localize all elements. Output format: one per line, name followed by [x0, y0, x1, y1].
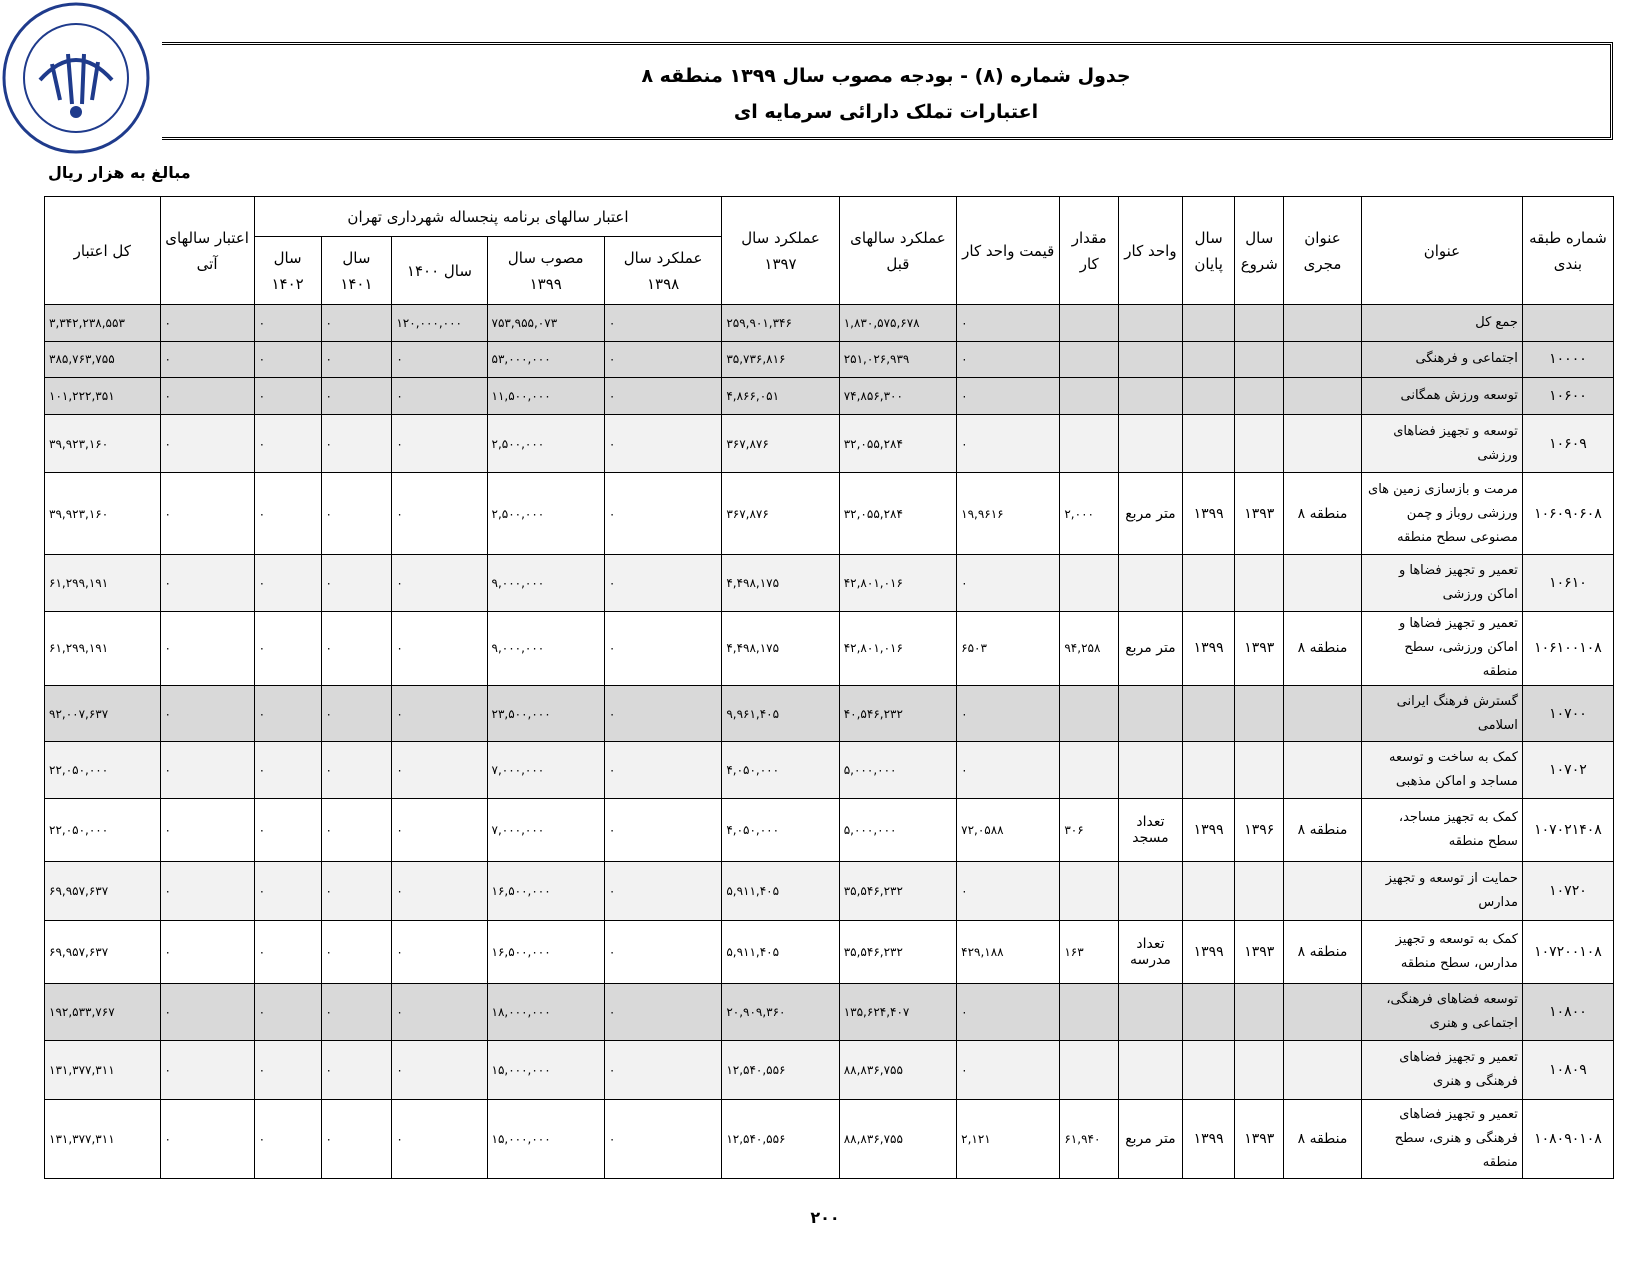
- cell-total: ۲۲,۰۵۰,۰۰۰: [45, 799, 161, 862]
- cell-title: جمع کل: [1361, 305, 1522, 342]
- cell-executor: [1284, 742, 1362, 799]
- header-future: اعتبار سالهای آتی: [160, 197, 254, 305]
- cell-y1398: ۰: [604, 414, 721, 473]
- cell-code: ۱۰۷۰۲۱۴۰۸: [1522, 799, 1613, 862]
- cell-y1399: ۷۵۳,۹۵۵,۰۷۳: [487, 305, 604, 342]
- cell-executor: [1284, 1040, 1362, 1099]
- cell-y1402: ۰: [254, 554, 321, 611]
- cell-qty: ۶۱,۹۴۰: [1060, 1099, 1119, 1178]
- header-1400: سال ۱۴۰۰: [392, 237, 487, 305]
- cell-y1399: ۵۳,۰۰۰,۰۰۰: [487, 341, 604, 378]
- cell-y1402: ۰: [254, 742, 321, 799]
- cell-unit: [1119, 341, 1183, 378]
- cell-y1399: ۷,۰۰۰,۰۰۰: [487, 799, 604, 862]
- cell-total: ۳۹,۹۲۳,۱۶۰: [45, 414, 161, 473]
- cell-y1399: ۱۸,۰۰۰,۰۰۰: [487, 984, 604, 1041]
- cell-title: توسعه ورزش همگانی: [1361, 378, 1522, 415]
- table-title: جدول شماره (۸) - بودجه مصوب سال ۱۳۹۹ منطقه ۸: [641, 65, 1131, 87]
- cell-end: [1182, 341, 1235, 378]
- cell-executor: [1284, 305, 1362, 342]
- cell-future: ۰: [160, 921, 254, 984]
- cell-code: ۱۰۸۰۹۰۱۰۸: [1522, 1099, 1613, 1178]
- cell-y1399: ۲۳,۵۰۰,۰۰۰: [487, 685, 604, 742]
- cell-end: [1182, 305, 1235, 342]
- cell-y1399: ۹,۰۰۰,۰۰۰: [487, 611, 604, 685]
- cell-future: ۰: [160, 799, 254, 862]
- cell-y1399: ۲,۵۰۰,۰۰۰: [487, 414, 604, 473]
- cell-prev: ۳۵,۵۴۶,۲۳۲: [839, 862, 956, 921]
- title-box: [162, 42, 1613, 140]
- cell-title: تعمیر و تجهیز فضاهای فرهنگی و هنری، سطح منطقه: [1361, 1099, 1522, 1178]
- cell-prev: ۴۲,۸۰۱,۰۱۶: [839, 554, 956, 611]
- cell-code: ۱۰۷۲۰: [1522, 862, 1613, 921]
- cell-start: ۱۳۹۳: [1235, 473, 1284, 554]
- cell-y1399: ۲,۵۰۰,۰۰۰: [487, 473, 604, 554]
- cell-executor: [1284, 378, 1362, 415]
- cell-y1398: ۰: [604, 611, 721, 685]
- cell-prev: ۳۵,۵۴۶,۲۳۲: [839, 921, 956, 984]
- cell-start: ۱۳۹۳: [1235, 1099, 1284, 1178]
- cell-start: [1235, 341, 1284, 378]
- cell-code: ۱۰۷۲۰۰۱۰۸: [1522, 921, 1613, 984]
- cell-y1399: ۱۱,۵۰۰,۰۰۰: [487, 378, 604, 415]
- cell-y1398: ۰: [604, 685, 721, 742]
- cell-y1401: ۰: [321, 685, 392, 742]
- cell-title: کمک به ساخت و توسعه مساجد و اماکن مذهبی: [1361, 742, 1522, 799]
- cell-executor: [1284, 414, 1362, 473]
- cell-future: ۰: [160, 685, 254, 742]
- header-start-year: سال شروع: [1235, 197, 1284, 305]
- cell-title: توسعه و تجهیز فضاهای ورزشی: [1361, 414, 1522, 473]
- cell-total: ۶۱,۲۹۹,۱۹۱: [45, 554, 161, 611]
- cell-total: ۳,۳۴۲,۲۳۸,۵۵۳: [45, 305, 161, 342]
- header-title: عنوان: [1361, 197, 1522, 305]
- cell-y1397: ۱۲,۵۴۰,۵۵۶: [722, 1040, 839, 1099]
- cell-y1398: ۰: [604, 378, 721, 415]
- cell-y1402: ۰: [254, 685, 321, 742]
- cell-y1398: ۰: [604, 862, 721, 921]
- cell-executor: [1284, 862, 1362, 921]
- cell-y1400: ۰: [392, 611, 487, 685]
- cell-start: [1235, 378, 1284, 415]
- cell-title: کمک به توسعه و تجهیز مدارس، سطح منطقه: [1361, 921, 1522, 984]
- cell-prev: ۸۸,۸۳۶,۷۵۵: [839, 1099, 956, 1178]
- cell-y1400: ۰: [392, 1099, 487, 1178]
- cell-start: [1235, 984, 1284, 1041]
- cell-y1397: ۴,۰۵۰,۰۰۰: [722, 742, 839, 799]
- cell-unit: متر مربع: [1119, 1099, 1183, 1178]
- cell-end: [1182, 742, 1235, 799]
- cell-total: ۶۱,۲۹۹,۱۹۱: [45, 611, 161, 685]
- cell-unit: متر مربع: [1119, 473, 1183, 554]
- cell-y1400: ۰: [392, 799, 487, 862]
- cell-y1400: ۰: [392, 473, 487, 554]
- header-1402: سال ۱۴۰۲: [254, 237, 321, 305]
- cell-unit: [1119, 378, 1183, 415]
- cell-y1400: ۰: [392, 554, 487, 611]
- cell-qty: [1060, 554, 1119, 611]
- cell-y1401: ۰: [321, 473, 392, 554]
- cell-y1402: ۰: [254, 862, 321, 921]
- cell-y1397: ۴,۸۶۶,۰۵۱: [722, 378, 839, 415]
- cell-y1400: ۰: [392, 685, 487, 742]
- cell-unit: [1119, 984, 1183, 1041]
- cell-end: ۱۳۹۹: [1182, 799, 1235, 862]
- cell-y1402: ۰: [254, 1040, 321, 1099]
- cell-end: ۱۳۹۹: [1182, 1099, 1235, 1178]
- cell-y1402: ۰: [254, 378, 321, 415]
- cell-y1401: ۰: [321, 305, 392, 342]
- cell-future: ۰: [160, 554, 254, 611]
- cell-total: ۲۲,۰۵۰,۰۰۰: [45, 742, 161, 799]
- cell-y1397: ۳۵,۷۳۶,۸۱۶: [722, 341, 839, 378]
- cell-end: [1182, 862, 1235, 921]
- cell-y1397: ۴,۴۹۸,۱۷۵: [722, 611, 839, 685]
- cell-code: ۱۰۶۱۰: [1522, 554, 1613, 611]
- cell-executor: منطقه ۸: [1284, 1099, 1362, 1178]
- cell-qty: [1060, 1040, 1119, 1099]
- header-1398: عملکرد سال ۱۳۹۸: [604, 237, 721, 305]
- cell-y1399: ۹,۰۰۰,۰۰۰: [487, 554, 604, 611]
- cell-qty: [1060, 862, 1119, 921]
- cell-title: اجتماعی و فرهنگی: [1361, 341, 1522, 378]
- table-row: [45, 921, 1614, 984]
- cell-qty: ۲,۰۰۰: [1060, 473, 1119, 554]
- cell-y1401: ۰: [321, 921, 392, 984]
- cell-price: ۰: [957, 1040, 1060, 1099]
- table-row: [45, 473, 1614, 554]
- cell-y1400: ۰: [392, 1040, 487, 1099]
- cell-price: ۰: [957, 414, 1060, 473]
- cell-y1401: ۰: [321, 414, 392, 473]
- cell-price: ۰: [957, 305, 1060, 342]
- cell-title: گسترش فرهنگ ایرانی اسلامی: [1361, 685, 1522, 742]
- cell-y1401: ۰: [321, 984, 392, 1041]
- council-seal: [0, 0, 152, 156]
- cell-title: تعمیر و تجهیز فضاها و اماکن ورزشی، سطح منطقه: [1361, 611, 1522, 685]
- header-1399: مصوب سال ۱۳۹۹: [487, 237, 604, 305]
- cell-end: [1182, 984, 1235, 1041]
- cell-prev: ۱,۸۳۰,۵۷۵,۶۷۸: [839, 305, 956, 342]
- header-1401: سال ۱۴۰۱: [321, 237, 392, 305]
- cell-price: ۰: [957, 984, 1060, 1041]
- unit-note: مبالغ به هزار ریال: [48, 163, 191, 182]
- cell-prev: ۱۳۵,۶۲۴,۴۰۷: [839, 984, 956, 1041]
- cell-price: ۷۲,۰۵۸۸: [957, 799, 1060, 862]
- header-1397: عملکرد سال ۱۳۹۷: [722, 197, 839, 305]
- table-subtitle: اعتبارات تملک دارائی سرمایه ای: [733, 101, 1039, 123]
- cell-y1398: ۰: [604, 473, 721, 554]
- cell-price: ۰: [957, 554, 1060, 611]
- cell-y1401: ۰: [321, 611, 392, 685]
- cell-unit: [1119, 685, 1183, 742]
- cell-title: تعمیر و تجهیز فضاهای فرهنگی و هنری: [1361, 1040, 1522, 1099]
- cell-price: ۲,۱۲۱: [957, 1099, 1060, 1178]
- cell-executor: [1284, 341, 1362, 378]
- cell-prev: ۸۸,۸۳۶,۷۵۵: [839, 1040, 956, 1099]
- cell-future: ۰: [160, 1040, 254, 1099]
- cell-price: ۱۹,۹۶۱۶: [957, 473, 1060, 554]
- cell-start: [1235, 862, 1284, 921]
- cell-qty: [1060, 378, 1119, 415]
- cell-executor: منطقه ۸: [1284, 611, 1362, 685]
- cell-code: ۱۰۶۰۹: [1522, 414, 1613, 473]
- cell-price: ۰: [957, 862, 1060, 921]
- cell-y1400: ۱۲۰,۰۰۰,۰۰۰: [392, 305, 487, 342]
- cell-price: ۴۲۹,۱۸۸: [957, 921, 1060, 984]
- cell-code: ۱۰۰۰۰: [1522, 341, 1613, 378]
- cell-y1399: ۱۶,۵۰۰,۰۰۰: [487, 921, 604, 984]
- cell-y1400: ۰: [392, 414, 487, 473]
- cell-y1399: ۱۶,۵۰۰,۰۰۰: [487, 862, 604, 921]
- table-row: [45, 1099, 1614, 1178]
- cell-title: تعمیر و تجهیز فضاها و اماکن ورزشی: [1361, 554, 1522, 611]
- cell-price: ۰: [957, 685, 1060, 742]
- cell-y1402: ۰: [254, 473, 321, 554]
- cell-end: [1182, 554, 1235, 611]
- table-row: [45, 554, 1614, 611]
- header-executor: عنوان مجری: [1284, 197, 1362, 305]
- cell-title: کمک به تجهیز مساجد، سطح منطقه: [1361, 799, 1522, 862]
- table-row: [45, 341, 1614, 378]
- header-program: اعتبار سالهای برنامه پنجساله شهرداری تهران: [254, 197, 722, 237]
- cell-prev: ۴۲,۸۰۱,۰۱۶: [839, 611, 956, 685]
- cell-y1397: ۴,۰۵۰,۰۰۰: [722, 799, 839, 862]
- cell-unit: تعداد مسجد: [1119, 799, 1183, 862]
- cell-end: [1182, 414, 1235, 473]
- cell-code: ۱۰۶۱۰۰۱۰۸: [1522, 611, 1613, 685]
- cell-y1397: ۹,۹۶۱,۴۰۵: [722, 685, 839, 742]
- cell-total: ۱۳۱,۳۷۷,۳۱۱: [45, 1040, 161, 1099]
- cell-price: ۰: [957, 742, 1060, 799]
- cell-y1402: ۰: [254, 341, 321, 378]
- header-end-year: سال پایان: [1182, 197, 1235, 305]
- cell-y1398: ۰: [604, 984, 721, 1041]
- header-code: شماره طبقه بندی: [1522, 197, 1613, 305]
- cell-y1401: ۰: [321, 1099, 392, 1178]
- cell-executor: [1284, 984, 1362, 1041]
- cell-end: ۱۳۹۹: [1182, 473, 1235, 554]
- cell-prev: ۴۰,۵۴۶,۲۳۲: [839, 685, 956, 742]
- cell-prev: ۲۵۱,۰۲۶,۹۳۹: [839, 341, 956, 378]
- cell-executor: [1284, 685, 1362, 742]
- cell-total: ۱۳۱,۳۷۷,۳۱۱: [45, 1099, 161, 1178]
- cell-executor: منطقه ۸: [1284, 473, 1362, 554]
- cell-qty: [1060, 742, 1119, 799]
- table-row: [45, 378, 1614, 415]
- cell-y1397: ۵,۹۱۱,۴۰۵: [722, 921, 839, 984]
- cell-total: ۶۹,۹۵۷,۶۳۷: [45, 862, 161, 921]
- cell-start: [1235, 1040, 1284, 1099]
- cell-title: توسعه فضاهای فرهنگی، اجتماعی و هنری: [1361, 984, 1522, 1041]
- cell-start: ۱۳۹۳: [1235, 611, 1284, 685]
- cell-unit: تعداد مدرسه: [1119, 921, 1183, 984]
- cell-unit: [1119, 554, 1183, 611]
- cell-end: [1182, 685, 1235, 742]
- table-row: [45, 799, 1614, 862]
- cell-y1401: ۰: [321, 1040, 392, 1099]
- cell-future: ۰: [160, 473, 254, 554]
- cell-y1402: ۰: [254, 921, 321, 984]
- cell-unit: [1119, 862, 1183, 921]
- cell-y1402: ۰: [254, 305, 321, 342]
- cell-y1400: ۰: [392, 341, 487, 378]
- cell-y1401: ۰: [321, 862, 392, 921]
- cell-y1398: ۰: [604, 554, 721, 611]
- cell-y1397: ۱۲,۵۴۰,۵۵۶: [722, 1099, 839, 1178]
- cell-y1402: ۰: [254, 799, 321, 862]
- cell-y1397: ۲۰,۹۰۹,۳۶۰: [722, 984, 839, 1041]
- cell-y1402: ۰: [254, 414, 321, 473]
- cell-prev: ۵,۰۰۰,۰۰۰: [839, 742, 956, 799]
- cell-qty: [1060, 984, 1119, 1041]
- cell-qty: [1060, 305, 1119, 342]
- cell-prev: ۷۴,۸۵۶,۳۰۰: [839, 378, 956, 415]
- cell-title: مرمت و بازسازی زمین های ورزشی روباز و چمن مصنوعی سطح منطقه: [1361, 473, 1522, 554]
- cell-y1402: ۰: [254, 984, 321, 1041]
- header-unit-price: قیمت واحد کار: [957, 197, 1060, 305]
- cell-y1400: ۰: [392, 984, 487, 1041]
- cell-executor: منطقه ۸: [1284, 921, 1362, 984]
- cell-title: حمایت از توسعه و تجهیز مدارس: [1361, 862, 1522, 921]
- cell-qty: ۱۶۳: [1060, 921, 1119, 984]
- table-row: [45, 305, 1614, 342]
- cell-code: ۱۰۶۰۹۰۶۰۸: [1522, 473, 1613, 554]
- cell-price: ۶۵۰۳: [957, 611, 1060, 685]
- cell-total: ۶۹,۹۵۷,۶۳۷: [45, 921, 161, 984]
- cell-start: [1235, 414, 1284, 473]
- cell-y1398: ۰: [604, 799, 721, 862]
- cell-unit: [1119, 742, 1183, 799]
- cell-prev: ۳۲,۰۵۵,۲۸۴: [839, 473, 956, 554]
- cell-y1402: ۰: [254, 1099, 321, 1178]
- cell-y1400: ۰: [392, 378, 487, 415]
- cell-y1397: ۲۵۹,۹۰۱,۳۴۶: [722, 305, 839, 342]
- table-row: [45, 611, 1614, 685]
- cell-total: ۱۹۲,۵۳۳,۷۶۷: [45, 984, 161, 1041]
- cell-end: [1182, 1040, 1235, 1099]
- cell-y1401: ۰: [321, 799, 392, 862]
- cell-prev: ۵,۰۰۰,۰۰۰: [839, 799, 956, 862]
- cell-future: ۰: [160, 611, 254, 685]
- cell-y1400: ۰: [392, 742, 487, 799]
- table-row: [45, 414, 1614, 473]
- cell-start: [1235, 685, 1284, 742]
- cell-unit: [1119, 1040, 1183, 1099]
- page-number: ۲۰۰: [810, 1208, 840, 1227]
- cell-y1399: ۱۵,۰۰۰,۰۰۰: [487, 1099, 604, 1178]
- cell-start: [1235, 554, 1284, 611]
- cell-future: ۰: [160, 862, 254, 921]
- cell-total: ۹۲,۰۰۷,۶۳۷: [45, 685, 161, 742]
- cell-total: ۳۹,۹۲۳,۱۶۰: [45, 473, 161, 554]
- cell-y1397: ۳۶۷,۸۷۶: [722, 414, 839, 473]
- cell-y1399: ۷,۰۰۰,۰۰۰: [487, 742, 604, 799]
- cell-start: [1235, 742, 1284, 799]
- cell-executor: منطقه ۸: [1284, 799, 1362, 862]
- cell-y1401: ۰: [321, 378, 392, 415]
- cell-future: ۰: [160, 742, 254, 799]
- cell-y1398: ۰: [604, 742, 721, 799]
- table-row: [45, 742, 1614, 799]
- budget-table: [44, 196, 1614, 1179]
- table-row: [45, 862, 1614, 921]
- cell-qty: ۹۴,۲۵۸: [1060, 611, 1119, 685]
- cell-qty: [1060, 685, 1119, 742]
- cell-y1400: ۰: [392, 921, 487, 984]
- table-row: [45, 984, 1614, 1041]
- header-total: کل اعتبار: [45, 197, 161, 305]
- cell-start: ۱۳۹۳: [1235, 921, 1284, 984]
- cell-qty: [1060, 414, 1119, 473]
- cell-end: ۱۳۹۹: [1182, 921, 1235, 984]
- cell-code: ۱۰۶۰۰: [1522, 378, 1613, 415]
- cell-y1401: ۰: [321, 742, 392, 799]
- cell-start: [1235, 305, 1284, 342]
- cell-unit: [1119, 414, 1183, 473]
- cell-y1398: ۰: [604, 305, 721, 342]
- cell-future: ۰: [160, 414, 254, 473]
- cell-y1398: ۰: [604, 1099, 721, 1178]
- header-work-unit: واحد کار: [1119, 197, 1183, 305]
- cell-prev: ۳۲,۰۵۵,۲۸۴: [839, 414, 956, 473]
- cell-y1401: ۰: [321, 554, 392, 611]
- cell-future: ۰: [160, 378, 254, 415]
- cell-price: ۰: [957, 341, 1060, 378]
- cell-code: ۱۰۸۰۹: [1522, 1040, 1613, 1099]
- cell-total: ۳۸۵,۷۶۳,۷۵۵: [45, 341, 161, 378]
- cell-unit: متر مربع: [1119, 611, 1183, 685]
- cell-start: ۱۳۹۶: [1235, 799, 1284, 862]
- cell-unit: [1119, 305, 1183, 342]
- cell-qty: [1060, 341, 1119, 378]
- cell-future: ۰: [160, 984, 254, 1041]
- cell-code: ۱۰۸۰۰: [1522, 984, 1613, 1041]
- cell-future: ۰: [160, 341, 254, 378]
- cell-total: ۱۰۱,۲۲۲,۳۵۱: [45, 378, 161, 415]
- table-body: [45, 305, 1614, 1179]
- cell-future: ۰: [160, 305, 254, 342]
- cell-y1397: ۵,۹۱۱,۴۰۵: [722, 862, 839, 921]
- table-row: [45, 685, 1614, 742]
- cell-y1398: ۰: [604, 1040, 721, 1099]
- cell-executor: [1284, 554, 1362, 611]
- cell-code: ۱۰۷۰۰: [1522, 685, 1613, 742]
- cell-y1400: ۰: [392, 862, 487, 921]
- cell-price: ۰: [957, 378, 1060, 415]
- cell-qty: ۳۰۶: [1060, 799, 1119, 862]
- cell-y1399: ۱۵,۰۰۰,۰۰۰: [487, 1040, 604, 1099]
- cell-code: ۱۰۷۰۲: [1522, 742, 1613, 799]
- cell-future: ۰: [160, 1099, 254, 1178]
- header-previous-years: عملکرد سالهای قبل: [839, 197, 956, 305]
- table-row: [45, 1040, 1614, 1099]
- cell-code: [1522, 305, 1613, 342]
- cell-y1397: ۳۶۷,۸۷۶: [722, 473, 839, 554]
- cell-y1402: ۰: [254, 611, 321, 685]
- cell-end: [1182, 378, 1235, 415]
- cell-y1398: ۰: [604, 921, 721, 984]
- cell-end: ۱۳۹۹: [1182, 611, 1235, 685]
- header-quantity: مقدار کار: [1060, 197, 1119, 305]
- cell-y1397: ۴,۴۹۸,۱۷۵: [722, 554, 839, 611]
- cell-y1398: ۰: [604, 341, 721, 378]
- cell-y1401: ۰: [321, 341, 392, 378]
